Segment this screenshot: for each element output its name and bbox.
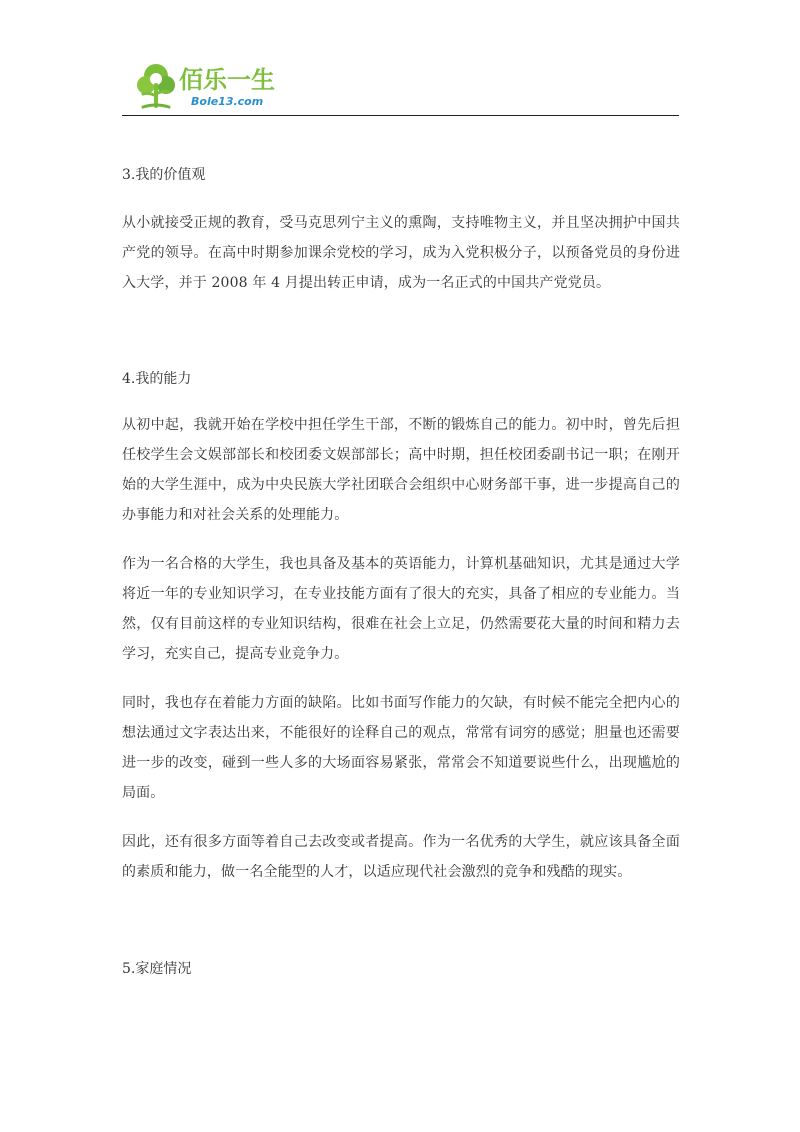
- section-heading-family: 5.家庭情况: [122, 961, 192, 977]
- tree-logo-icon: [135, 58, 295, 112]
- header-divider: [122, 115, 679, 116]
- section-heading-abilities: 4.我的能力: [122, 371, 192, 387]
- paragraph-abilities-1: 从初中起，我就开始在学校中担任学生干部，不断的锻炼自己的能力。初中时，曾先后担任校学生会文娱部部长和校团委文娱部部长；高中时期，担任校团委副书记一职；在刚开始的大学生涯中，成为中央民族大学社团联合会组织中心财务部干事，进一步提高自己的办事能力和对社会关系的处理能力。: [122, 417, 680, 523]
- paragraph-values: 从小就接受正规的教育，受马克思列宁主义的熏陶，支持唯物主义，并且坚决拥护中国共产党的领导。在高中时期参加课余党校的学习，成为入党积极分子，以预备党员的身份进入大学，并于 2008 年 4 月提出转正申请，成为一名正式的中国共产党党员。: [122, 215, 680, 291]
- logo-site: Bole13.com: [191, 95, 264, 108]
- section-heading-values: 3.我的价值观: [122, 167, 206, 183]
- paragraph-abilities-2: 作为一名合格的大学生，我也具备及基本的英语能力，计算机基础知识，尤其是通过大学将近一年的专业知识学习，在专业技能方面有了很大的充实，具备了相应的专业能力。当然，仅有目前这样的专业知识结构，很难在社会上立足，仍然需要花大量的时间和精力去学习，充实自己，提高专业竞争力。: [122, 556, 680, 662]
- paragraph-abilities-4: 因此，还有很多方面等着自己去改变或者提高。作为一名优秀的大学生，就应该具备全面的素质和能力，做一名全能型的人才，以适应现代社会激烈的竞争和残酷的现实。: [122, 834, 680, 880]
- paragraph-abilities-3: 同时，我也存在着能力方面的缺陷。比如书面写作能力的欠缺，有时候不能完全把内心的想法通过文字表达出来，不能很好的诠释自己的观点，常常有词穷的感觉；胆量也还需要进一步的改变，碰到一些人多的大场面容易紧张，常常会不知道要说些什么，出现尴尬的局面。: [122, 695, 680, 801]
- document-body: [122, 163, 680, 981]
- site-logo: [135, 58, 295, 112]
- logo-name: 佰乐一生: [179, 66, 275, 94]
